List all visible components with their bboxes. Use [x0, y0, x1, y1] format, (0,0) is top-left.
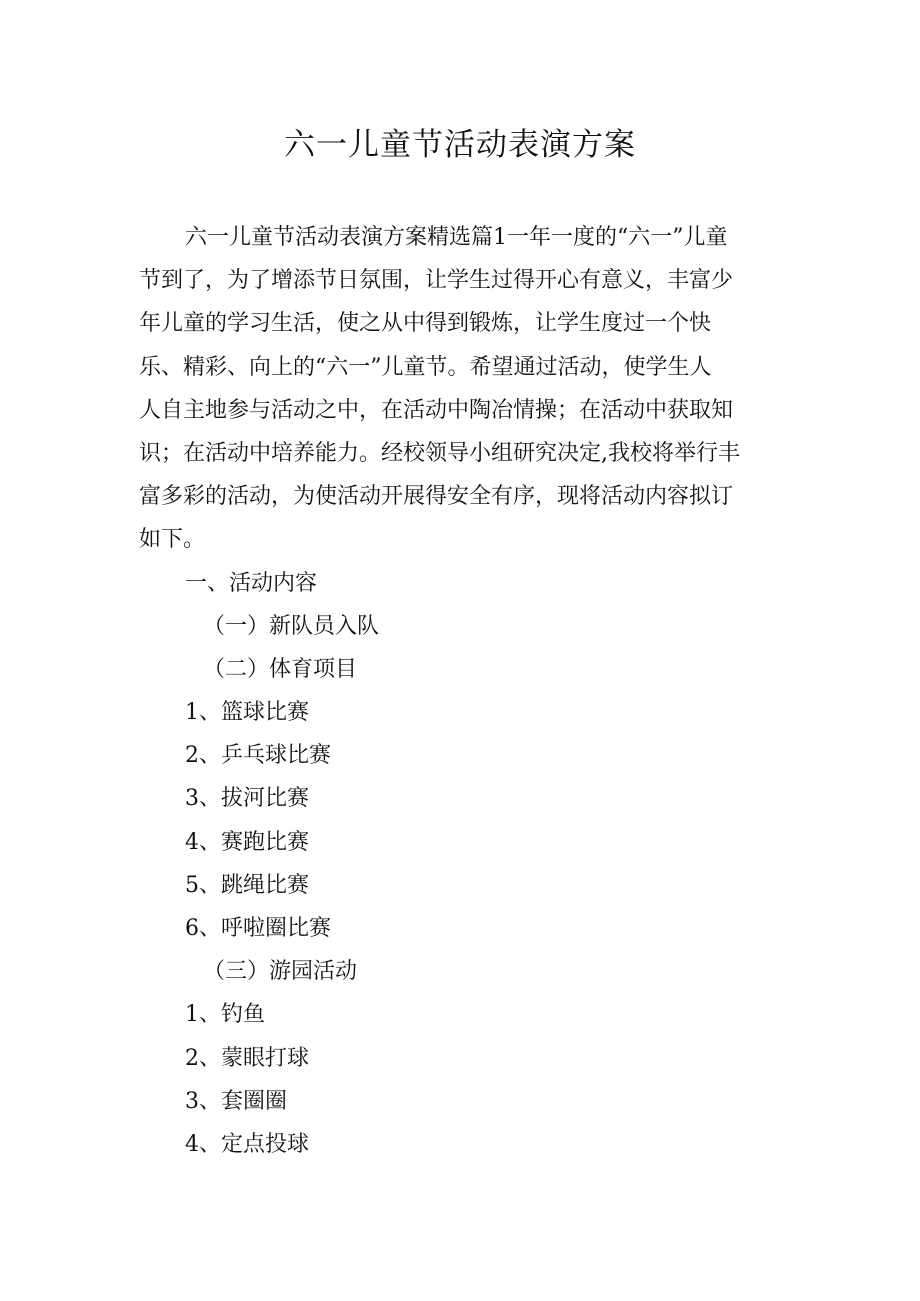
section-heading: 一、活动内容: [185, 570, 318, 596]
intro-line: 如下。: [139, 527, 206, 553]
subsection-heading: （一）新队员入队: [203, 613, 380, 639]
intro-line: 富多彩的活动，为使活动开展得安全有序，现将活动内容拟订: [139, 484, 734, 510]
intro-line: 年儿童的学习生活，使之从中得到锻炼，让学生度过一个快: [139, 311, 712, 337]
list-item: 2、蒙眼打球: [185, 1045, 309, 1071]
document-title: 六一儿童节活动表演方案: [284, 127, 636, 163]
document-body: [139, 216, 789, 1166]
subsection-heading: （三）游园活动: [203, 959, 358, 985]
list-item: 4、赛跑比赛: [185, 829, 309, 855]
intro-line: 六一儿童节活动表演方案精选篇1一年一度的“六一”儿童: [185, 225, 728, 250]
list-item: 4、定点投球: [185, 1131, 309, 1157]
list-item: 2、乒乓球比赛: [185, 743, 331, 769]
intro-line: 识；在活动中培养能力。经校领导小组研究决定,我校将举行丰: [139, 440, 740, 466]
intro-line: 节到了，为了增添节日氛围，让学生过得开心有意义，丰富少: [139, 268, 734, 294]
subsection-heading: （二）体育项目: [203, 656, 358, 682]
list-item: 1、篮球比赛: [185, 700, 309, 726]
list-item: 3、拔河比赛: [185, 786, 309, 812]
intro-line: 乐、精彩、向上的“六一”儿童节。希望通过活动，使学生人: [139, 354, 712, 380]
list-item: 3、套圈圈: [185, 1088, 287, 1114]
list-item: 1、钓鱼: [185, 1002, 265, 1028]
intro-line: 人自主地参与活动之中，在活动中陶冶情操；在活动中获取知: [139, 397, 734, 423]
list-item: 6、呼啦圈比赛: [185, 916, 331, 941]
list-item: 5、跳绳比赛: [185, 872, 309, 898]
